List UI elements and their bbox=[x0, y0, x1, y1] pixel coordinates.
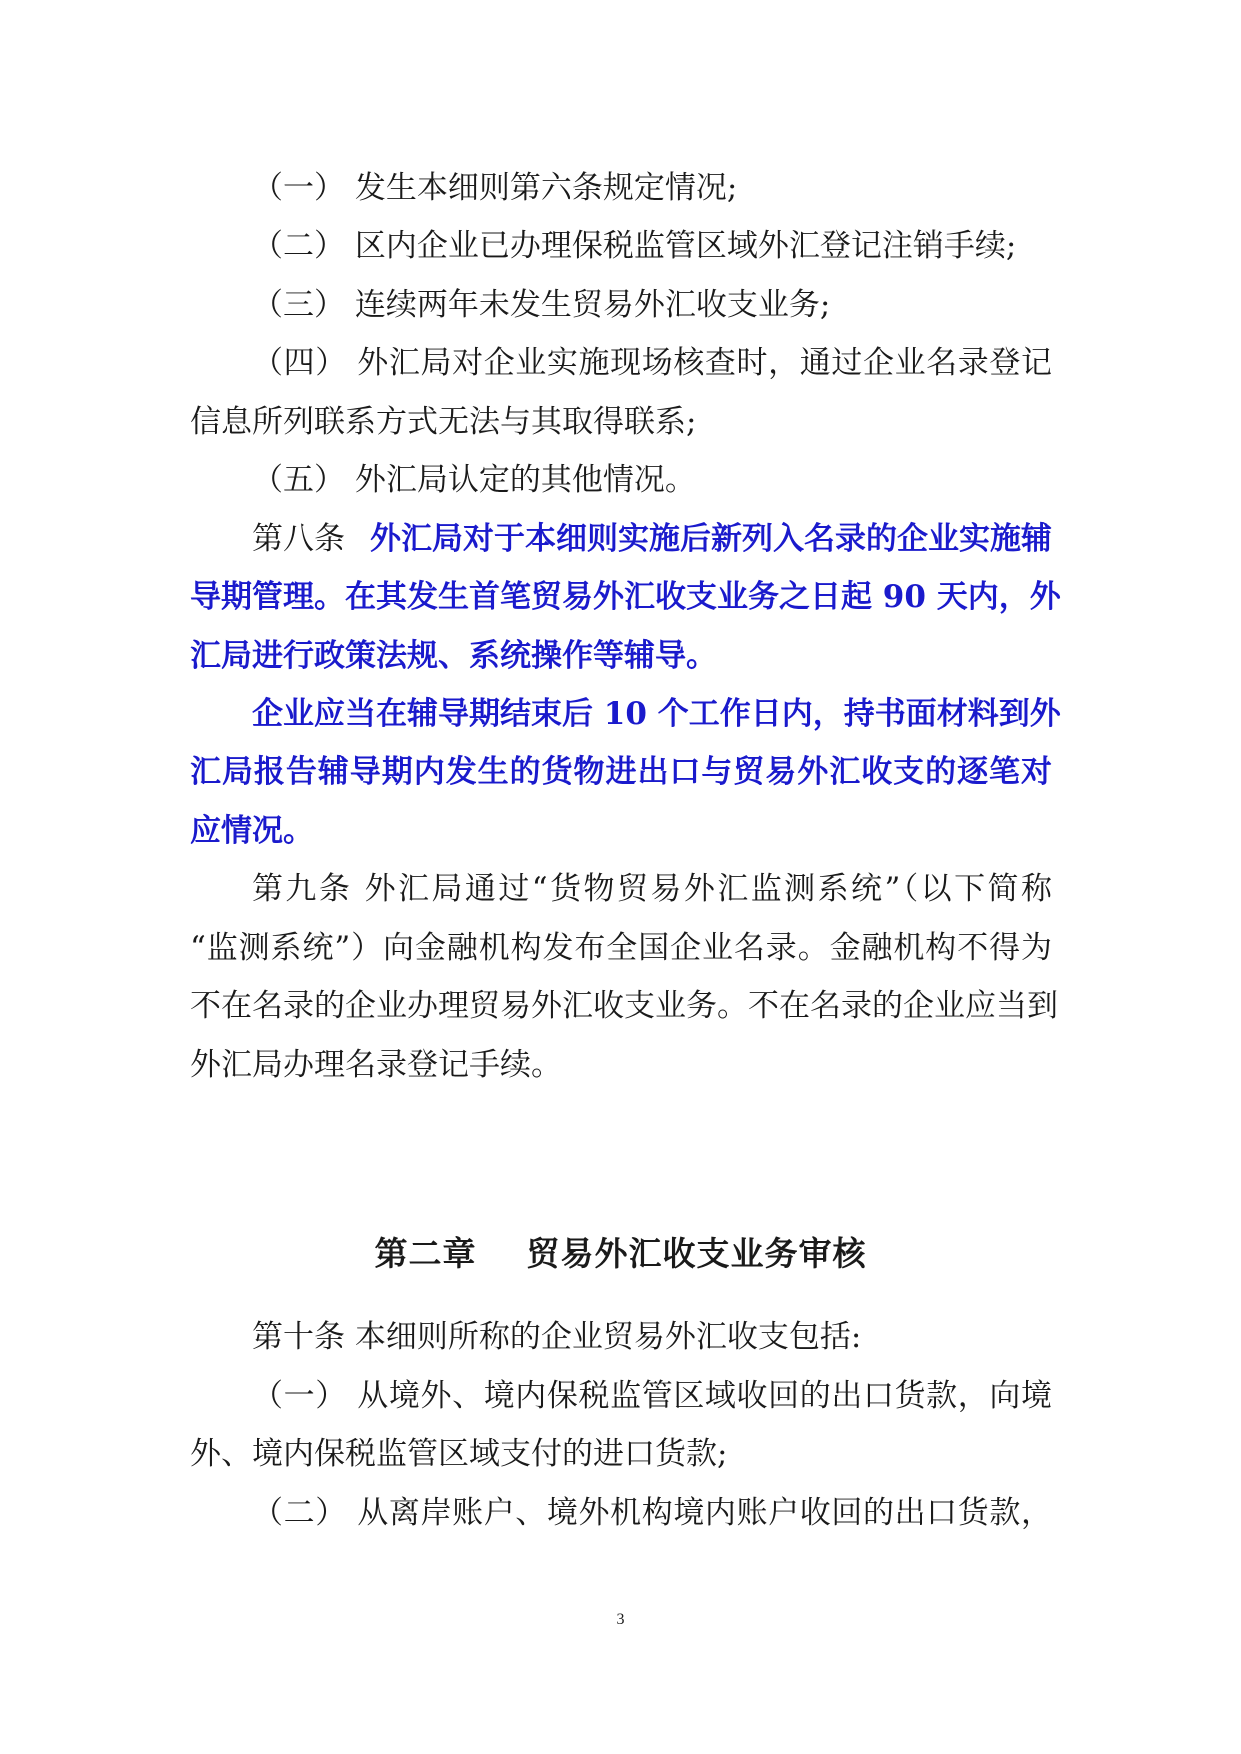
chapter-heading: 第二章 贸易外汇收支业务审核 bbox=[374, 1234, 867, 1273]
paragraph-line: 第十条 本细则所称的企业贸易外汇收支包括: bbox=[252, 1319, 862, 1355]
paragraph-line: 汇局报告辅导期内发生的货物进出口与贸易外汇收支的逐笔对 bbox=[190, 754, 1052, 790]
paragraph-line: （五） 外汇局认定的其他情况。 bbox=[252, 462, 696, 498]
paragraph-line: （一） 发生本细则第六条规定情况; bbox=[252, 170, 738, 206]
paragraph-line: （三） 连续两年未发生贸易外汇收支业务; bbox=[252, 287, 831, 323]
article-8-first-line bbox=[252, 519, 1052, 559]
paragraph-line: 汇局进行政策法规、系统操作等辅导。 bbox=[190, 638, 717, 674]
paragraph-line: 不在名录的企业办理贸易外汇收支业务。不在名录的企业应当到 bbox=[190, 988, 1058, 1024]
article-8-label: 第八条 bbox=[252, 521, 345, 557]
paragraph-line: 企业应当在辅导期结束后 10 个工作日内，持书面材料到外 bbox=[252, 696, 1061, 732]
paragraph-line: 外汇局办理名录登记手续。 bbox=[190, 1047, 562, 1083]
paragraph-line: 第九条 外汇局通过“货物贸易外汇监测系统”（以下简称 bbox=[252, 871, 1052, 907]
paragraph-line: （二） 从离岸账户、境外机构境内账户收回的出口货款， bbox=[252, 1495, 1052, 1531]
paragraph-line: “监测系统”）向金融机构发布全国企业名录。金融机构不得为 bbox=[190, 930, 1052, 966]
paragraph-line: （二） 区内企业已办理保税监管区域外汇登记注销手续; bbox=[252, 228, 1017, 264]
paragraph-line: 导期管理。在其发生首笔贸易外汇收支业务之日起 90 天内，外 bbox=[190, 579, 1061, 615]
paragraph-line: （一） 从境外、境内保税监管区域收回的出口货款，向境 bbox=[252, 1378, 1052, 1414]
page-number: 3 bbox=[616, 1611, 625, 1628]
article-8-text: 外汇局对于本细则实施后新列入名录的企业实施辅 bbox=[370, 521, 1052, 557]
paragraph-line: 信息所列联系方式无法与其取得联系; bbox=[190, 404, 697, 440]
paragraph-line: 应情况。 bbox=[190, 813, 314, 849]
paragraph-line: （四） 外汇局对企业实施现场核查时，通过企业名录登记 bbox=[252, 345, 1052, 381]
paragraph-line: 外、境内保税监管区域支付的进口货款; bbox=[190, 1436, 728, 1472]
